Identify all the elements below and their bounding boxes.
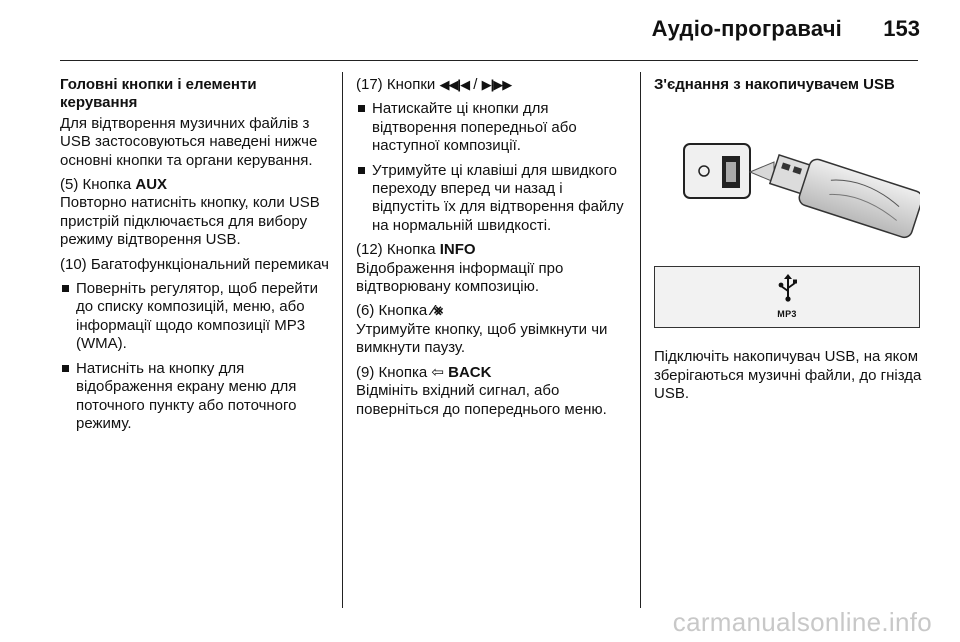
skip-key-prefix: (17) Кнопки (356, 76, 440, 93)
aux-description: Повторно натисніть кнопку, коли USB пристрій підключається для вибору режиму відтворення USB. (60, 194, 320, 249)
intro-paragraph: Для відтворення музичних файлів з USB застосовуються наведені нижче основні кнопки та органи керування. (60, 114, 318, 169)
list-item: Натисніть на кнопку для відображення екрану меню для поточного пункту або поточного режиму. (60, 360, 332, 434)
usb-port-illustration (654, 266, 920, 328)
aux-key-line (60, 176, 332, 194)
info-key-label: INFO (439, 241, 476, 259)
page-number: 153 (883, 16, 920, 41)
skip-back-icon: ◀◀|◀ (439, 77, 470, 92)
mute-pause-icon: ⁄⨳ (431, 302, 444, 320)
usb-stick-icon (654, 112, 920, 252)
knob-bullet-list (60, 280, 332, 433)
mp3-label: MP3 (777, 309, 797, 320)
back-key-label: BACK (448, 363, 492, 381)
usb-stick-illustration (654, 112, 920, 252)
skip-forward-icon: ▶|▶▶ (481, 77, 512, 92)
list-item: Натискайте ці кнопки для відтворення попередньої або наступної композиції. (356, 100, 626, 155)
section-title: Аудіо-програвачі (651, 16, 842, 41)
mute-key-line (356, 302, 626, 320)
watermark-logo: carmanualsonline.info (672, 607, 932, 637)
skip-buttons-line (356, 76, 626, 94)
info-key-prefix: (12) Кнопка (356, 241, 440, 259)
skip-separator: / (469, 76, 482, 93)
column-divider (342, 72, 343, 608)
aux-key-label: AUX (135, 176, 168, 194)
skip-bullet-list (356, 100, 626, 235)
section-heading: З'єднання з накопичувачем USB (654, 76, 895, 93)
list-item: Утримуйте ці клавіші для швидкого переходу вперед чи назад і відпустіть їх для відтворення файлу на нормальній швидкості. (356, 162, 626, 236)
multifunction-knob-title: (10) Багатофункціональний перемикач (60, 255, 329, 273)
column-buttons (356, 76, 626, 425)
usb-symbol-icon (775, 273, 801, 303)
column-main-controls (60, 76, 332, 439)
aux-key-prefix: (5) Кнопка (60, 176, 136, 194)
usb-caption: Підключіть накопичувач USB, на яком зберігаються музичні файли, до гнізда USB. (654, 348, 922, 403)
info-description: Відображення інформації про відтворювану композицію. (356, 259, 564, 296)
mute-key-prefix: (6) Кнопка (356, 302, 432, 320)
mute-description: Утримуйте кнопку, щоб увімкнути чи вимкнути паузу. (356, 320, 608, 357)
back-description: Відмініть вхідний сигнал, або поверніться до попереднього меню. (356, 382, 607, 418)
back-arrow-icon: ⇦ (431, 363, 444, 381)
column-divider (640, 72, 641, 608)
column-usb-connection (654, 76, 922, 410)
header-divider (60, 60, 918, 61)
section-heading: Головні кнопки і елементи керування (60, 76, 257, 112)
info-key-line (356, 241, 626, 259)
back-key-line (356, 364, 626, 382)
list-item: Поверніть регулятор, щоб перейти до списку композицій, меню, або інформації щодо композиції MP3 (WMA). (60, 280, 332, 354)
back-key-prefix: (9) Кнопка (356, 363, 432, 381)
page-header (0, 0, 960, 64)
